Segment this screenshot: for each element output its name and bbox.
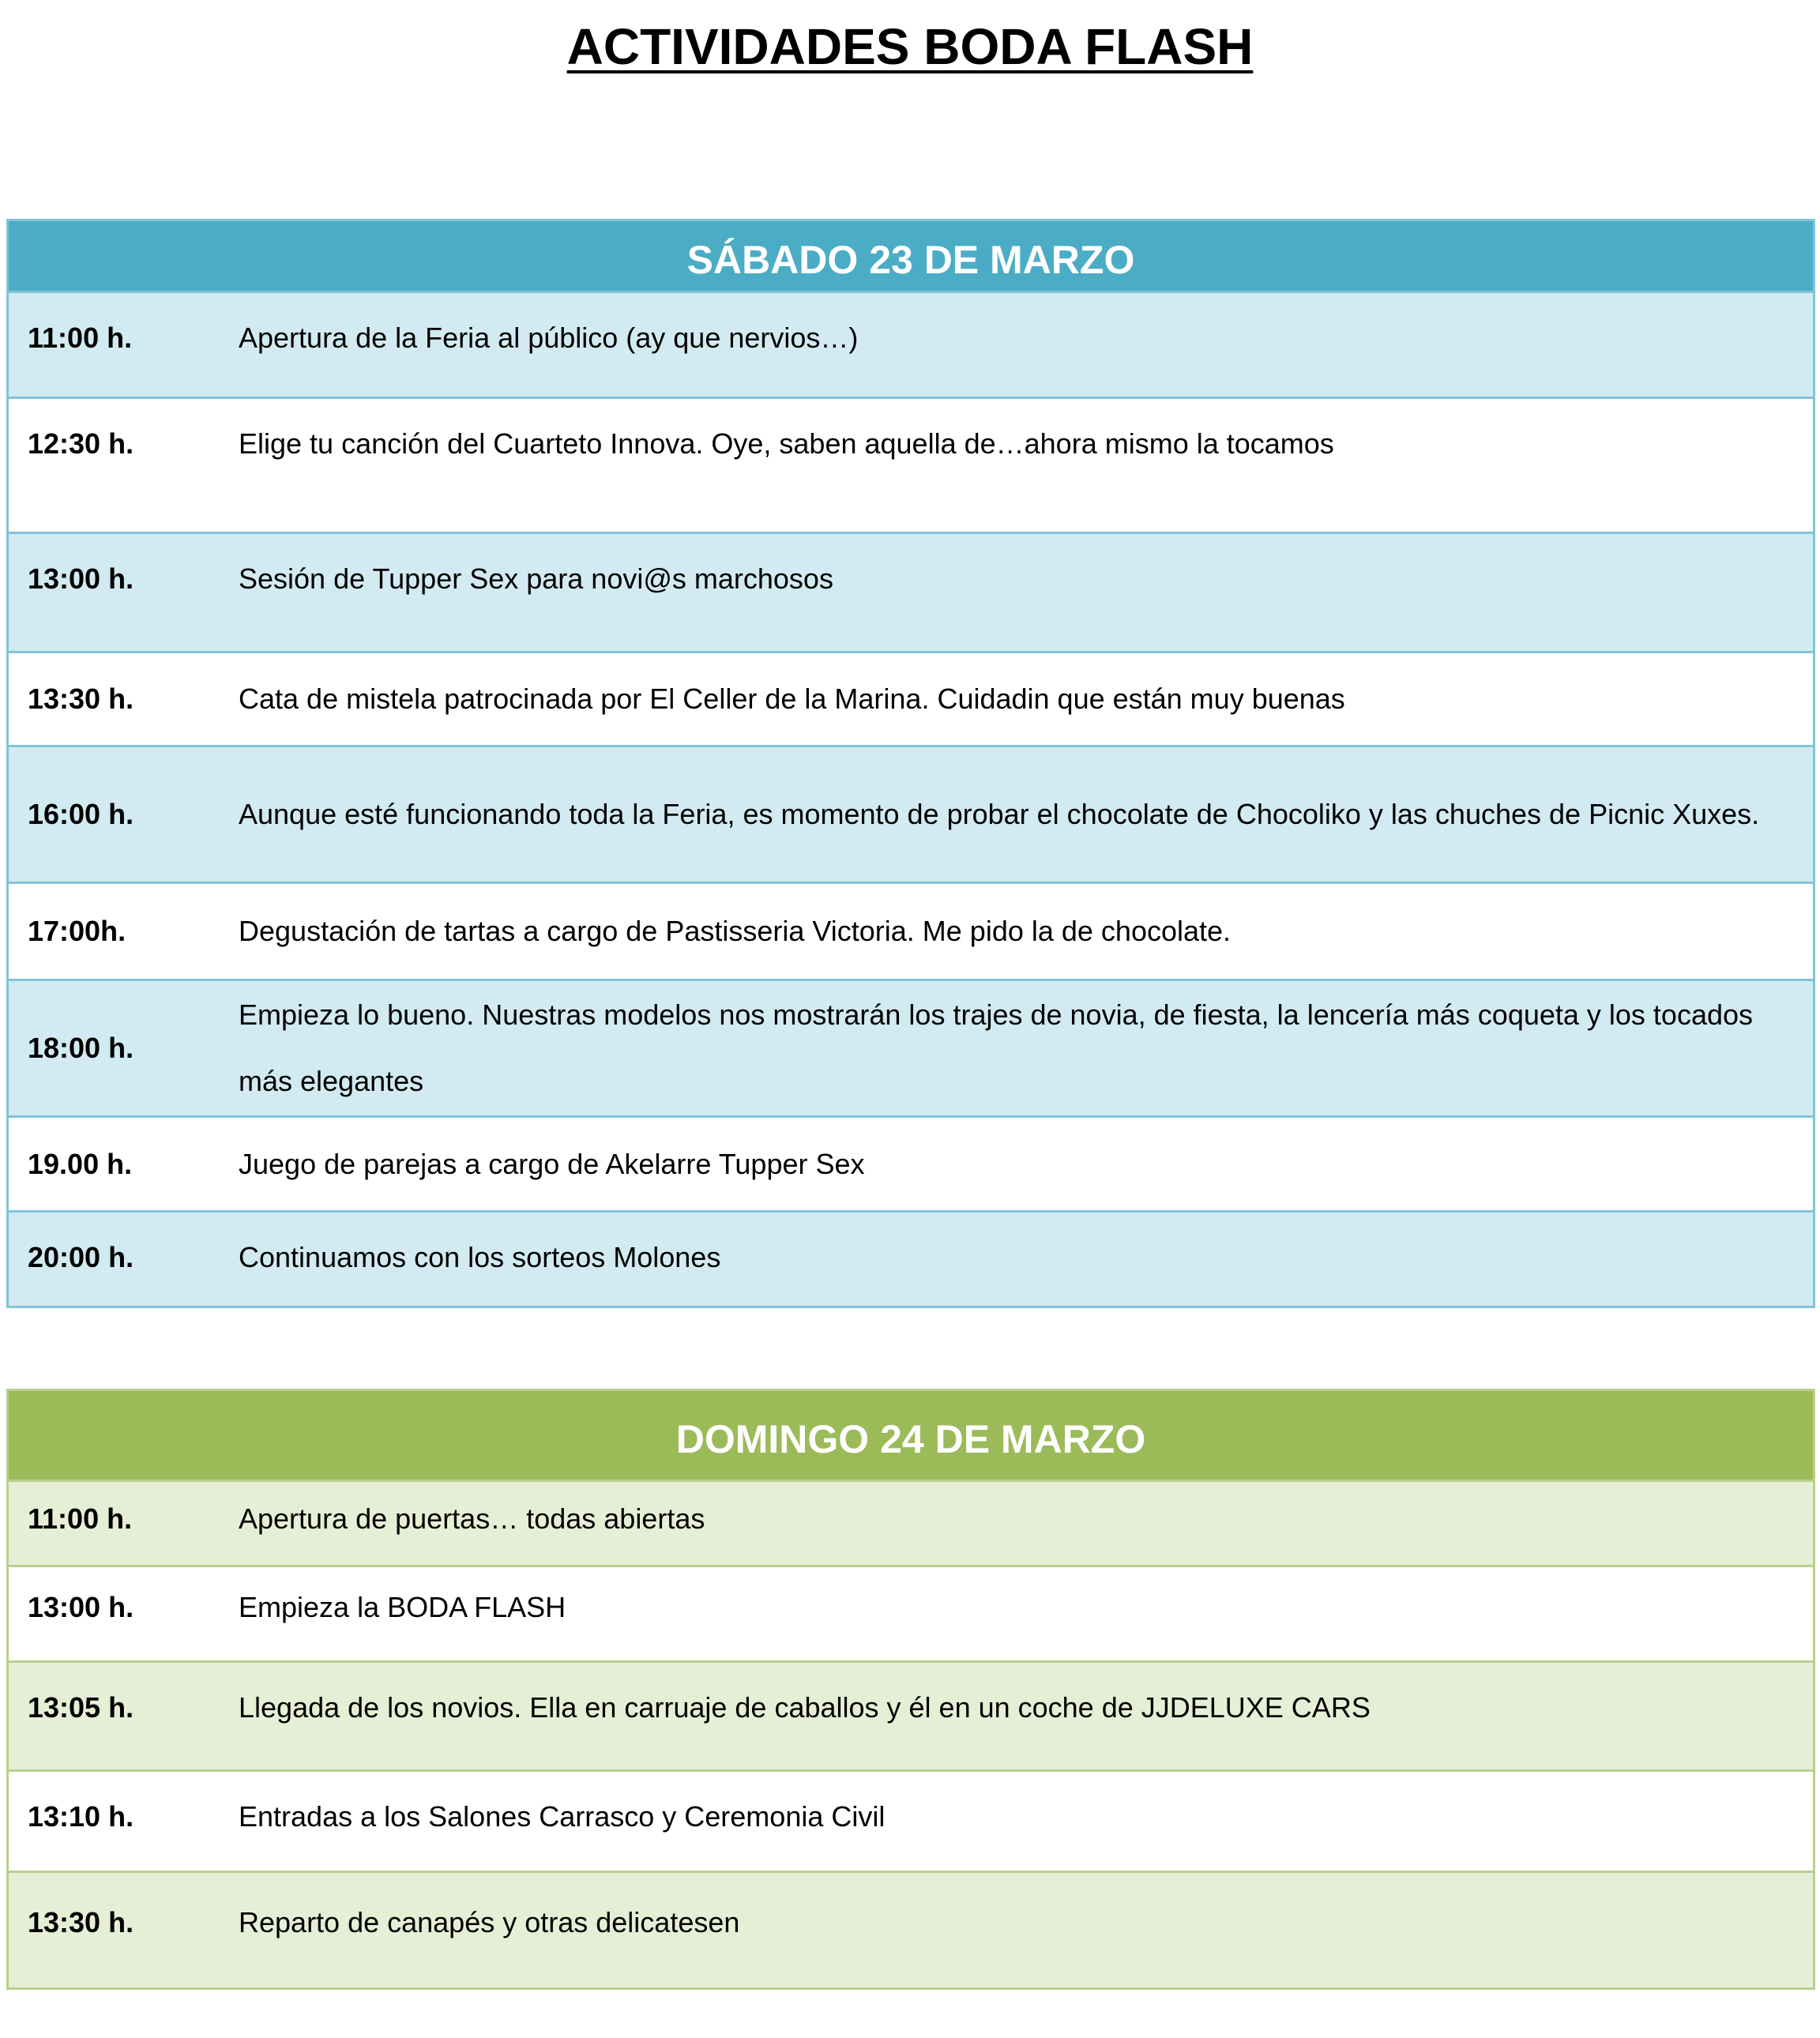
- row-time: 19.00 h.: [28, 1147, 133, 1180]
- row-description: Elige tu canción del Cuarteto Innova. Oye, saben aquella de…ahora mismo la tocamos: [239, 427, 1334, 460]
- row-description: Apertura de puertas… todas abiertas: [239, 1502, 705, 1535]
- table-row: [9, 397, 1813, 532]
- row-time: 17:00h.: [28, 915, 126, 947]
- row-time: 13:30 h.: [28, 1906, 134, 1938]
- table-row: [9, 979, 1813, 1115]
- row-time: 12:30 h.: [28, 427, 134, 460]
- row-time: 20:00 h.: [28, 1241, 134, 1273]
- table-row: [9, 882, 1813, 979]
- table-row: [9, 1115, 1813, 1210]
- table-row: [9, 1480, 1813, 1565]
- row-time: 13:00 h.: [28, 562, 134, 595]
- row-description: Empieza lo bueno. Nuestras modelos nos mostrarán los trajes de novia, de fiesta, la lencería más coqueta y los tocados más elegantes: [239, 998, 1754, 1097]
- row-time: 11:00 h.: [28, 1502, 133, 1535]
- row-description: Degustación de tartas a cargo de Pastisseria Victoria. Me pido la de chocolate.: [239, 915, 1232, 947]
- row-time: 18:00 h.: [28, 1032, 134, 1064]
- table-row: [9, 745, 1813, 882]
- table-row: [9, 1871, 1813, 1987]
- row-description: Entradas a los Salones Carrasco y Ceremonia Civil: [239, 1800, 886, 1833]
- row-description: Apertura de la Feria al público (ay que nervios…): [239, 321, 859, 354]
- saturday-heading: SÁBADO 23 DE MARZO: [9, 221, 1813, 291]
- sunday-schedule-table: [6, 1389, 1815, 1990]
- table-row: [9, 651, 1813, 745]
- row-time: 11:00 h.: [28, 321, 133, 354]
- table-row: [9, 1565, 1813, 1660]
- row-time: 13:05 h.: [28, 1691, 134, 1724]
- row-description: Aunque esté funcionando toda la Feria, es momento de probar el chocolate de Chocoliko y las chuches de Picnic Xuxes.: [239, 798, 1760, 830]
- table-row: [9, 532, 1813, 651]
- row-description: Cata de mistela patrocinada por El Celler de la Marina. Cuidadin que están muy buenas: [239, 682, 1345, 715]
- saturday-schedule-table: [6, 219, 1815, 1308]
- row-description: Reparto de canapés y otras delicatesen: [239, 1906, 740, 1938]
- row-description: Continuamos con los sorteos Molones: [239, 1241, 721, 1273]
- row-description: Juego de parejas a cargo de Akelarre Tupper Sex: [239, 1147, 865, 1180]
- table-row: [9, 291, 1813, 397]
- row-time: 13:30 h.: [28, 682, 134, 715]
- row-description: Llegada de los novios. Ella en carruaje de caballos y él en un coche de JJDELUXE CARS: [239, 1691, 1371, 1724]
- row-time: 16:00 h.: [28, 798, 134, 830]
- row-description: Sesión de Tupper Sex para novi@s marchosos: [239, 562, 833, 595]
- row-description: Empieza la BODA FLASH: [239, 1591, 566, 1623]
- table-row: [9, 1660, 1813, 1769]
- row-time: 13:00 h.: [28, 1591, 134, 1623]
- page-title: ACTIVIDADES BODA FLASH: [566, 18, 1254, 75]
- table-row: [9, 1210, 1813, 1306]
- row-time: 13:10 h.: [28, 1800, 134, 1833]
- table-row: [9, 1769, 1813, 1871]
- sunday-heading: DOMINGO 24 DE MARZO: [9, 1391, 1813, 1480]
